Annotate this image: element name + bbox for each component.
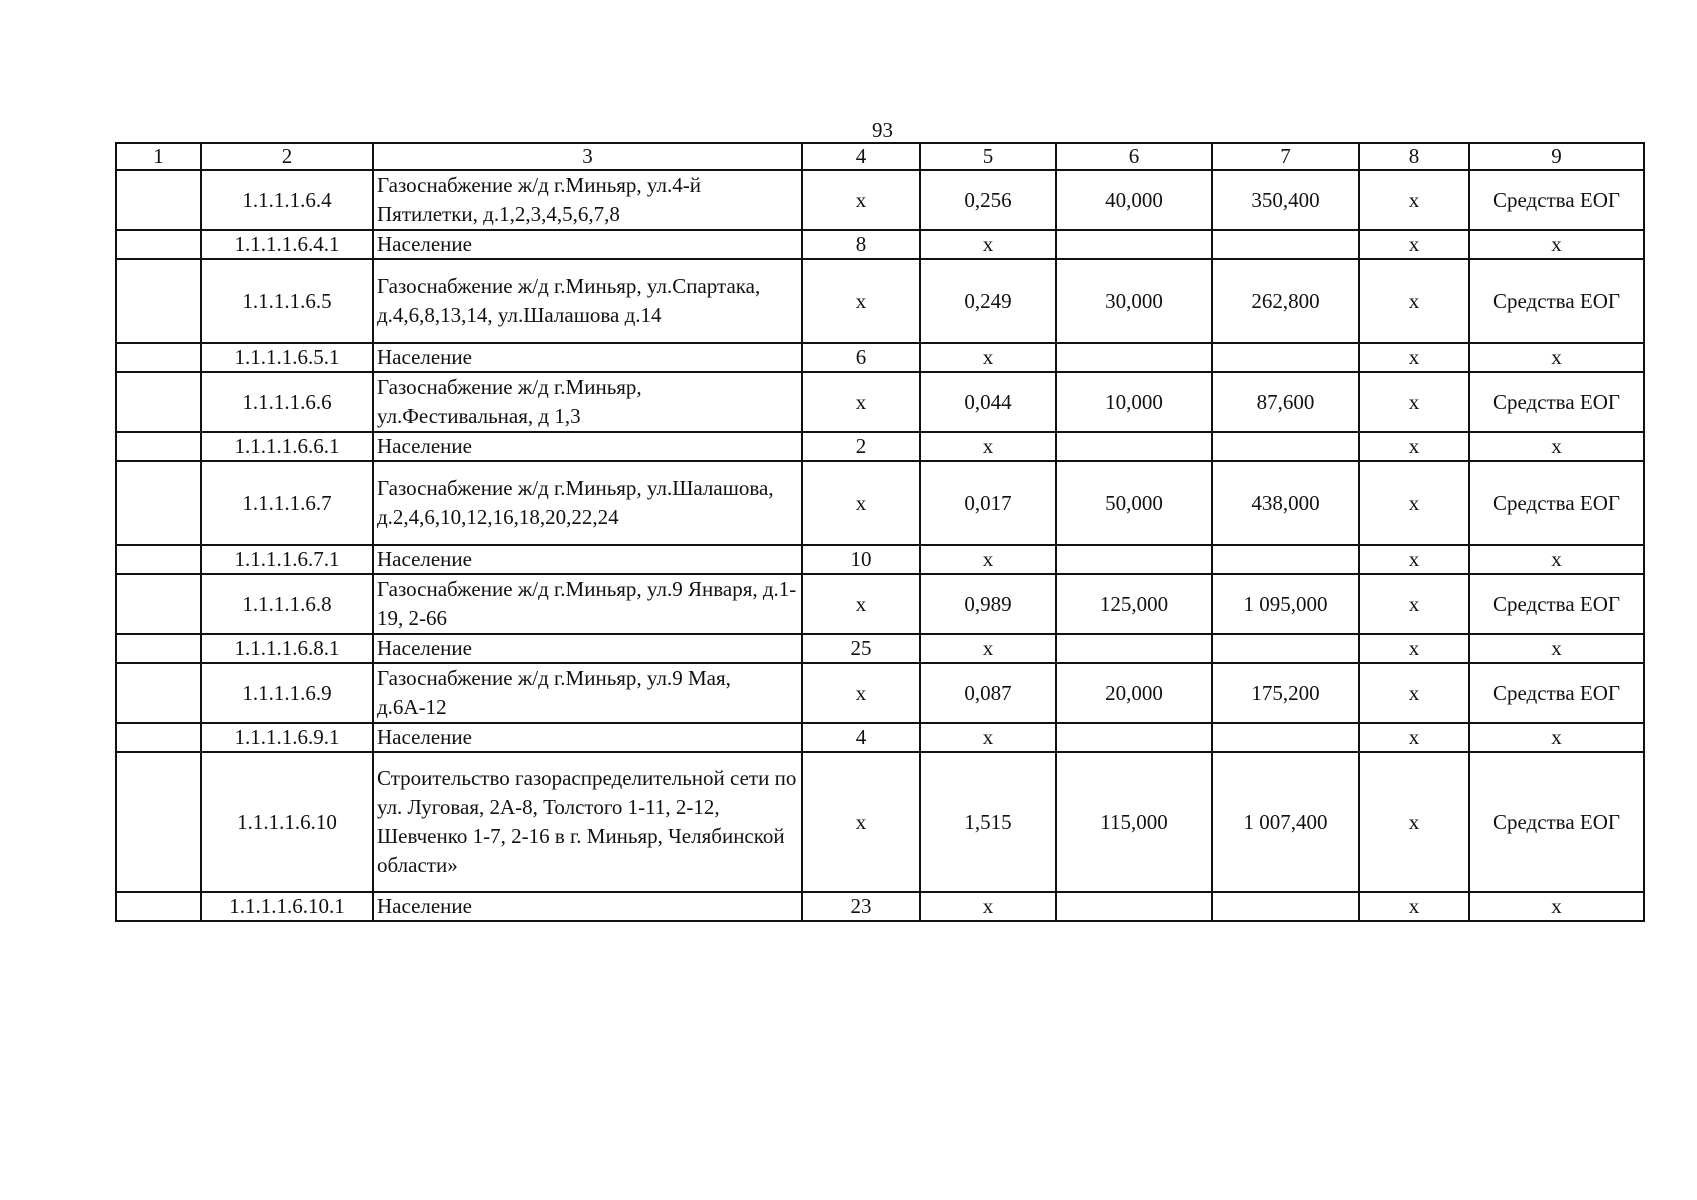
- object-row: [116, 663, 1644, 723]
- description-cell: Строительство газораспределительной сети по ул. Луговая, 2А-8, Толстого 1-11, 2-12, Шевченко 1-7, 2-16 в г. Миньяр, Челябинской области»: [373, 752, 802, 892]
- col8-cell: х: [1359, 432, 1469, 461]
- object-row: [116, 259, 1644, 343]
- diameter-cell: 125,000: [1056, 574, 1212, 634]
- capacity-cell: 175,200: [1212, 663, 1359, 723]
- col8-cell: х: [1359, 723, 1469, 752]
- code-cell: 1.1.1.1.6.4: [201, 170, 373, 230]
- code-cell: 1.1.1.1.6.7.1: [201, 545, 373, 574]
- col8-cell: х: [1359, 663, 1469, 723]
- description-cell: Население: [373, 634, 802, 663]
- capacity-cell: [1212, 230, 1359, 259]
- length-cell: 0,256: [920, 170, 1056, 230]
- funding-cell: х: [1469, 230, 1644, 259]
- col8-cell: х: [1359, 259, 1469, 343]
- capacity-cell: 1 007,400: [1212, 752, 1359, 892]
- header-row: [116, 143, 1644, 170]
- length-cell: 0,044: [920, 372, 1056, 432]
- header-cell: 7: [1212, 143, 1359, 170]
- population-row: [116, 723, 1644, 752]
- col8-cell: х: [1359, 545, 1469, 574]
- diameter-cell: [1056, 545, 1212, 574]
- col8-cell: х: [1359, 634, 1469, 663]
- length-cell: х: [920, 545, 1056, 574]
- funding-cell: Средства ЕОГ: [1469, 663, 1644, 723]
- col8-cell: х: [1359, 461, 1469, 545]
- header-cell: 4: [802, 143, 920, 170]
- diameter-cell: 40,000: [1056, 170, 1212, 230]
- code-cell: 1.1.1.1.6.8.1: [201, 634, 373, 663]
- description-cell: Население: [373, 432, 802, 461]
- diameter-cell: [1056, 892, 1212, 921]
- population-row: [116, 432, 1644, 461]
- code-cell: 1.1.1.1.6.5.1: [201, 343, 373, 372]
- object-row: [116, 461, 1644, 545]
- capacity-cell: 87,600: [1212, 372, 1359, 432]
- capacity-cell: [1212, 343, 1359, 372]
- capacity-cell: [1212, 634, 1359, 663]
- length-cell: 0,249: [920, 259, 1056, 343]
- code-cell: 1.1.1.1.6.4.1: [201, 230, 373, 259]
- count-cell: 6: [802, 343, 920, 372]
- col1-cell: [116, 461, 201, 545]
- count-cell: 23: [802, 892, 920, 921]
- diameter-cell: [1056, 343, 1212, 372]
- description-cell: Население: [373, 343, 802, 372]
- col1-cell: [116, 259, 201, 343]
- description-cell: Население: [373, 545, 802, 574]
- length-cell: х: [920, 230, 1056, 259]
- length-cell: х: [920, 892, 1056, 921]
- length-cell: х: [920, 343, 1056, 372]
- col1-cell: [116, 663, 201, 723]
- count-cell: х: [802, 752, 920, 892]
- diameter-cell: 50,000: [1056, 461, 1212, 545]
- col1-cell: [116, 574, 201, 634]
- col1-cell: [116, 634, 201, 663]
- code-cell: 1.1.1.1.6.8: [201, 574, 373, 634]
- length-cell: 0,087: [920, 663, 1056, 723]
- header-cell: 2: [201, 143, 373, 170]
- description-cell: Газоснабжение ж/д г.Миньяр, ул.9 Мая, д.6А-12: [373, 663, 802, 723]
- capacity-cell: [1212, 723, 1359, 752]
- col8-cell: х: [1359, 892, 1469, 921]
- header-cell: 1: [116, 143, 201, 170]
- col1-cell: [116, 752, 201, 892]
- population-row: [116, 230, 1644, 259]
- col1-cell: [116, 545, 201, 574]
- count-cell: х: [802, 372, 920, 432]
- diameter-cell: [1056, 230, 1212, 259]
- col8-cell: х: [1359, 372, 1469, 432]
- capacity-cell: [1212, 892, 1359, 921]
- object-row: [116, 752, 1644, 892]
- length-cell: х: [920, 432, 1056, 461]
- funding-cell: х: [1469, 634, 1644, 663]
- description-cell: Газоснабжение ж/д г.Миньяр, ул.4-й Пятилетки, д.1,2,3,4,5,6,7,8: [373, 170, 802, 230]
- capacity-cell: [1212, 545, 1359, 574]
- count-cell: х: [802, 170, 920, 230]
- header-cell: 9: [1469, 143, 1644, 170]
- description-cell: Население: [373, 723, 802, 752]
- col1-cell: [116, 343, 201, 372]
- code-cell: 1.1.1.1.6.6.1: [201, 432, 373, 461]
- description-cell: Население: [373, 892, 802, 921]
- object-row: [116, 170, 1644, 230]
- funding-cell: Средства ЕОГ: [1469, 259, 1644, 343]
- count-cell: х: [802, 574, 920, 634]
- length-cell: х: [920, 723, 1056, 752]
- length-cell: х: [920, 634, 1056, 663]
- col8-cell: х: [1359, 574, 1469, 634]
- diameter-cell: 20,000: [1056, 663, 1212, 723]
- diameter-cell: 30,000: [1056, 259, 1212, 343]
- code-cell: 1.1.1.1.6.6: [201, 372, 373, 432]
- col1-cell: [116, 170, 201, 230]
- population-row: [116, 545, 1644, 574]
- col1-cell: [116, 230, 201, 259]
- count-cell: 8: [802, 230, 920, 259]
- capacity-cell: 262,800: [1212, 259, 1359, 343]
- description-cell: Газоснабжение ж/д г.Миньяр, ул.Шалашова, д.2,4,6,10,12,16,18,20,22,24: [373, 461, 802, 545]
- description-cell: Газоснабжение ж/д г.Миньяр, ул.Фестивальная, д 1,3: [373, 372, 802, 432]
- col8-cell: х: [1359, 230, 1469, 259]
- funding-cell: Средства ЕОГ: [1469, 752, 1644, 892]
- col8-cell: х: [1359, 752, 1469, 892]
- page-number: 93: [872, 118, 893, 142]
- code-cell: 1.1.1.1.6.9.1: [201, 723, 373, 752]
- capacity-cell: [1212, 432, 1359, 461]
- funding-cell: Средства ЕОГ: [1469, 170, 1644, 230]
- count-cell: х: [802, 461, 920, 545]
- funding-cell: х: [1469, 432, 1644, 461]
- col1-cell: [116, 892, 201, 921]
- count-cell: х: [802, 259, 920, 343]
- diameter-cell: [1056, 634, 1212, 663]
- count-cell: х: [802, 663, 920, 723]
- funding-cell: х: [1469, 343, 1644, 372]
- population-row: [116, 634, 1644, 663]
- diameter-cell: 115,000: [1056, 752, 1212, 892]
- works-table: [115, 142, 1645, 922]
- code-cell: 1.1.1.1.6.10: [201, 752, 373, 892]
- col1-cell: [116, 372, 201, 432]
- capacity-cell: 350,400: [1212, 170, 1359, 230]
- population-row: [116, 892, 1644, 921]
- col1-cell: [116, 723, 201, 752]
- funding-cell: х: [1469, 723, 1644, 752]
- code-cell: 1.1.1.1.6.9: [201, 663, 373, 723]
- count-cell: 2: [802, 432, 920, 461]
- object-row: [116, 574, 1644, 634]
- code-cell: 1.1.1.1.6.10.1: [201, 892, 373, 921]
- col1-cell: [116, 432, 201, 461]
- funding-cell: Средства ЕОГ: [1469, 372, 1644, 432]
- object-row: [116, 372, 1644, 432]
- funding-cell: Средства ЕОГ: [1469, 574, 1644, 634]
- header-cell: 8: [1359, 143, 1469, 170]
- count-cell: 10: [802, 545, 920, 574]
- col8-cell: х: [1359, 343, 1469, 372]
- population-row: [116, 343, 1644, 372]
- diameter-cell: [1056, 432, 1212, 461]
- funding-cell: х: [1469, 892, 1644, 921]
- count-cell: 4: [802, 723, 920, 752]
- header-cell: 6: [1056, 143, 1212, 170]
- length-cell: 0,017: [920, 461, 1056, 545]
- capacity-cell: 438,000: [1212, 461, 1359, 545]
- code-cell: 1.1.1.1.6.7: [201, 461, 373, 545]
- length-cell: 0,989: [920, 574, 1056, 634]
- code-cell: 1.1.1.1.6.5: [201, 259, 373, 343]
- description-cell: Газоснабжение ж/д г.Миньяр, ул.9 Января, д.1-19, 2-66: [373, 574, 802, 634]
- count-cell: 25: [802, 634, 920, 663]
- description-cell: Население: [373, 230, 802, 259]
- funding-cell: Средства ЕОГ: [1469, 461, 1644, 545]
- capacity-cell: 1 095,000: [1212, 574, 1359, 634]
- length-cell: 1,515: [920, 752, 1056, 892]
- col8-cell: х: [1359, 170, 1469, 230]
- diameter-cell: [1056, 723, 1212, 752]
- header-cell: 5: [920, 143, 1056, 170]
- diameter-cell: 10,000: [1056, 372, 1212, 432]
- funding-cell: х: [1469, 545, 1644, 574]
- description-cell: Газоснабжение ж/д г.Миньяр, ул.Спартака, д.4,6,8,13,14, ул.Шалашова д.14: [373, 259, 802, 343]
- header-cell: 3: [373, 143, 802, 170]
